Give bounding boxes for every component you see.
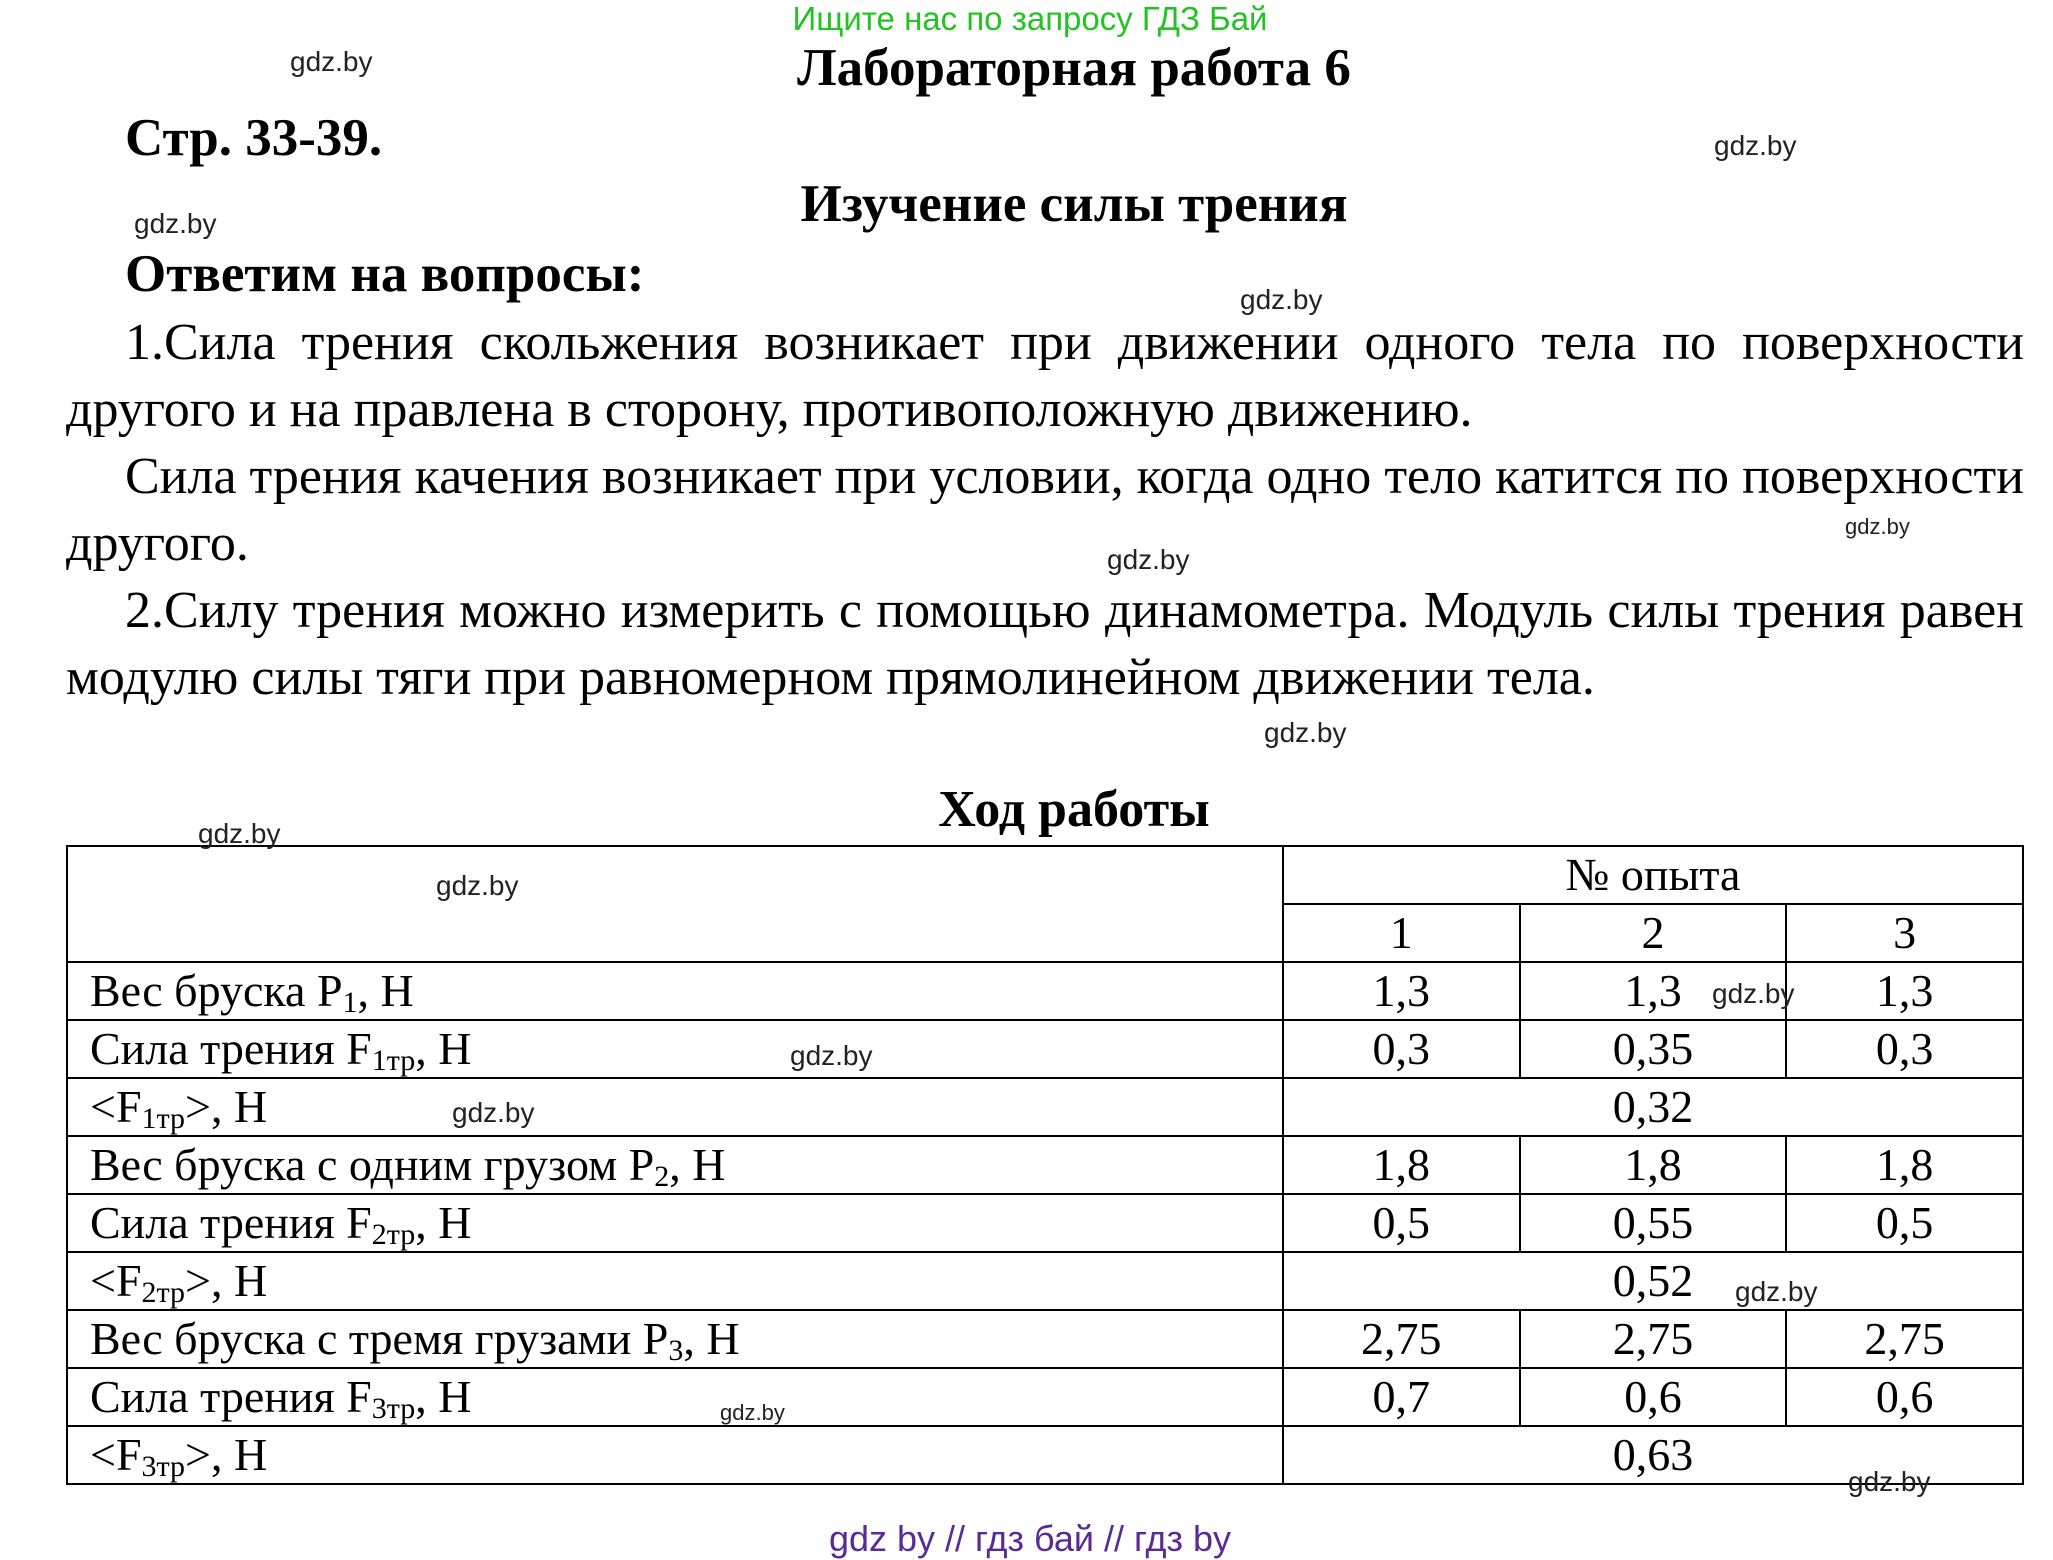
value-cell: 0,7: [1283, 1368, 1520, 1426]
results-table: [66, 845, 2024, 1485]
row-label: [67, 1368, 1283, 1426]
table-row: [67, 1368, 2023, 1426]
row-label-text: Сила трения F: [90, 1023, 372, 1074]
value-cell: 1,3: [1786, 962, 2023, 1020]
column-header: 3: [1786, 904, 2023, 962]
row-label-subscript: 2: [654, 1160, 670, 1193]
value-cell: 0,35: [1520, 1020, 1787, 1078]
value-cell: 0,55: [1520, 1194, 1787, 1252]
table-row: [67, 1194, 2023, 1252]
row-label-unit: , Н: [415, 1023, 472, 1074]
row-label-text: Вес бруска с тремя грузами P: [90, 1313, 669, 1364]
table-row: [67, 1426, 2023, 1484]
row-label: [67, 1136, 1283, 1194]
row-label-subscript: 2тр: [371, 1218, 416, 1251]
value-cell: 0,6: [1520, 1368, 1787, 1426]
row-label-text: Вес бруска P: [90, 965, 343, 1016]
watermark: gdz.by: [1240, 284, 1323, 315]
value-cell: 2,75: [1520, 1310, 1787, 1368]
table-row: [67, 1310, 2023, 1368]
value-cell: 2,75: [1786, 1310, 2023, 1368]
row-label-text: <F: [90, 1255, 142, 1306]
row-label-text: Вес бруска с одним грузом P: [90, 1139, 655, 1190]
row-label: [67, 1426, 1283, 1484]
watermark: gdz.by: [1714, 130, 1797, 161]
lab-title: Лабораторная работа 6: [797, 39, 1351, 97]
procedure-heading: Ход работы: [938, 781, 1210, 838]
lab-subtitle: Изучение силы трения: [800, 175, 1348, 233]
row-label-unit: , Н: [669, 1139, 726, 1190]
row-label: [67, 1020, 1283, 1078]
table-row: [67, 1136, 2023, 1194]
row-label-subscript: 3тр: [141, 1450, 186, 1483]
value-cell: 0,3: [1786, 1020, 2023, 1078]
row-label-subscript: 3тр: [371, 1392, 416, 1425]
page-reference: Стр. 33-39.: [125, 109, 383, 167]
row-label-subscript: 1тр: [371, 1044, 416, 1077]
value-cell: 2,75: [1283, 1310, 1520, 1368]
table-row: [67, 1020, 2023, 1078]
average-value: 0,32: [1283, 1078, 2023, 1136]
value-cell: 0,5: [1786, 1194, 2023, 1252]
watermark: gdz.by: [1107, 544, 1190, 575]
value-cell: 1,8: [1283, 1136, 1520, 1194]
row-label-unit: , Н: [415, 1197, 472, 1248]
answer-paragraph-1: 1.Сила трения скольжения возникает при движении одного тела по поверхности другого и на правлена в сторону, противоположную движению.: [66, 314, 2024, 438]
value-cell: 1,3: [1520, 962, 1787, 1020]
experiment-number-header: № опыта: [1283, 846, 2023, 904]
row-label-text: Сила трения F: [90, 1197, 372, 1248]
answer-paragraph-2: Сила трения качения возникает при условии, когда одно тело катится по поверхности другого.: [66, 448, 2024, 572]
watermark: gdz.by: [134, 208, 217, 239]
watermark: gdz.by: [1712, 978, 1795, 1009]
watermark: gdz.by: [1848, 1466, 1931, 1497]
footer-links[interactable]: gdz by // гдз бай // гдз by: [828, 1518, 1232, 1559]
row-label: [67, 962, 1283, 1020]
column-header: 1: [1283, 904, 1520, 962]
row-label-subscript: 3: [668, 1334, 684, 1367]
average-value: 0,52: [1283, 1252, 2023, 1310]
row-label-unit: >, Н: [185, 1255, 268, 1306]
row-label-text: <F: [90, 1081, 142, 1132]
row-label-unit: , Н: [357, 965, 414, 1016]
answer-paragraph-3: 2.Силу трения можно измерить с помощью динамометра. Модуль силы трения равен модулю силы тяги при равномерном прямолинейном движении тела.: [66, 582, 2024, 706]
top-banner[interactable]: Ищите нас по запросу ГДЗ Бай: [792, 0, 1268, 37]
row-label-unit: , Н: [683, 1313, 740, 1364]
row-label: [67, 1252, 1283, 1310]
row-label-unit: >, Н: [185, 1081, 268, 1132]
table-row: [67, 1252, 2023, 1310]
row-label-unit: , Н: [415, 1371, 472, 1422]
watermark: gdz.by: [790, 1040, 873, 1071]
table-header-row: [67, 846, 2023, 904]
value-cell: 1,8: [1786, 1136, 2023, 1194]
row-label-text: Сила трения F: [90, 1371, 372, 1422]
average-value: 0,63: [1283, 1426, 2023, 1484]
watermark: gdz.by: [720, 1400, 785, 1425]
row-label-unit: >, Н: [185, 1429, 268, 1480]
value-cell: 1,3: [1283, 962, 1520, 1020]
value-cell: 0,6: [1786, 1368, 2023, 1426]
row-label: [67, 1078, 1283, 1136]
value-cell: 0,3: [1283, 1020, 1520, 1078]
row-label-subscript: 2тр: [141, 1276, 186, 1309]
header-blank-cell: [67, 846, 1283, 962]
watermark: gdz.by: [1735, 1276, 1818, 1307]
questions-heading: Ответим на вопросы:: [125, 245, 645, 303]
watermark: gdz.by: [452, 1097, 535, 1128]
watermark: gdz.by: [436, 870, 519, 901]
row-label: [67, 1194, 1283, 1252]
row-label-text: <F: [90, 1429, 142, 1480]
watermark: gdz.by: [1845, 514, 1910, 539]
value-cell: 0,5: [1283, 1194, 1520, 1252]
watermark: gdz.by: [1264, 717, 1347, 748]
row-label-subscript: 1тр: [141, 1102, 186, 1135]
watermark: gdz.by: [290, 46, 373, 77]
column-header: 2: [1520, 904, 1787, 962]
table-row: [67, 1078, 2023, 1136]
row-label: [67, 1310, 1283, 1368]
row-label-subscript: 1: [342, 986, 358, 1019]
watermark: gdz.by: [198, 818, 281, 849]
value-cell: 1,8: [1520, 1136, 1787, 1194]
